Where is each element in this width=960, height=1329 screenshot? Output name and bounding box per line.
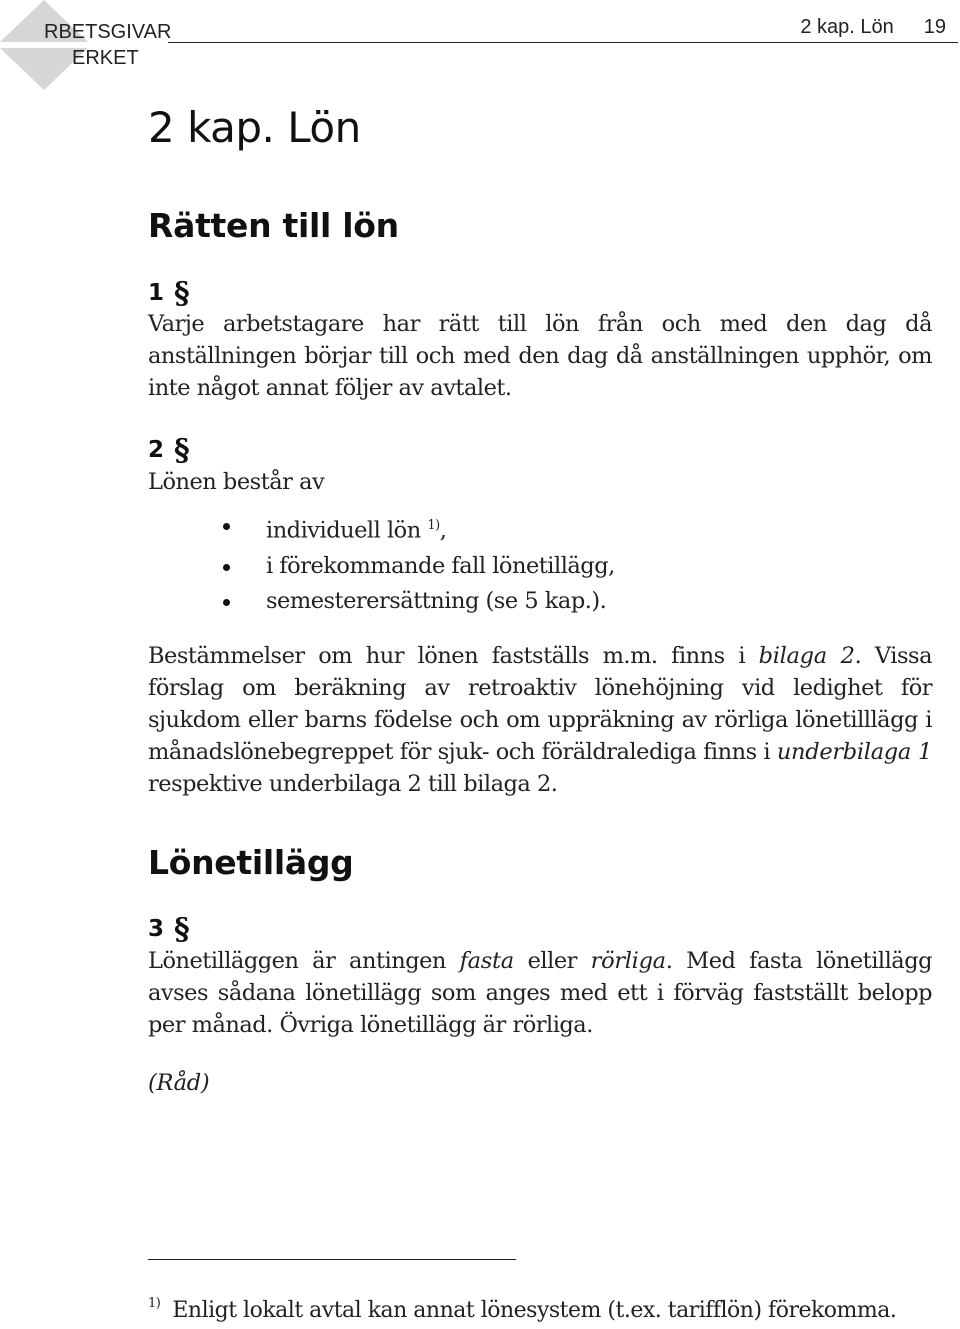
list-item: individuell lön $^{1)}$, — [148, 508, 615, 549]
arbetsgivarverket-logo — [0, 0, 180, 95]
logo-text-line2: ERKET — [72, 47, 139, 69]
paragraph-number: 1 — [148, 280, 165, 306]
reference-bilaga-2: bilaga 2 — [758, 643, 855, 669]
running-head-chapter: 2 kap. Lön — [800, 16, 894, 38]
footnote-marker: 1) — [148, 1296, 161, 1311]
page-number: 19 — [923, 16, 946, 38]
salary-components-list — [148, 508, 615, 619]
running-head — [800, 16, 946, 39]
list-item: semesterersättning (se 5 kap.). — [148, 584, 615, 619]
logo-text-line1: RBETSGIVAR — [44, 21, 172, 43]
section-sign: § — [174, 433, 190, 468]
footnote-ref: 1) — [427, 518, 440, 533]
term-fasta: fasta — [459, 948, 514, 974]
paragraph-3-text: Lönetilläggen är antingen fasta eller rörliga. Med fasta lönetillägg avses sådana lönetillägg som anges med ett i förväg fastställt belopp per månad. Övriga lönetillägg är rörliga. — [148, 948, 933, 1038]
paragraph-marker-1 — [148, 276, 190, 311]
chapter-title: 2 kap. Lön — [148, 103, 361, 152]
section-heading-ratten-till-lon: Rätten till lön — [148, 206, 399, 245]
term-rorliga: rörliga — [590, 948, 666, 974]
paragraph-marker-3 — [148, 912, 190, 947]
footnote — [148, 1296, 896, 1323]
paragraph-number: 2 — [148, 437, 165, 463]
list-item: i förekommande fall lönetillägg, — [148, 549, 615, 584]
advice-label: (Råd) — [148, 1070, 210, 1096]
header-rule — [168, 42, 958, 43]
reference-underbilaga-1: underbilaga 1 — [776, 739, 932, 765]
paragraph-1-text: Varje arbetstagare har rätt till lön från och med den dag då anställningen börjar till och med den dag då anställningen upphör, om inte något annat följer av avtalet. — [148, 311, 932, 401]
paragraph-number: 3 — [148, 916, 165, 942]
footnote-text: Enligt lokalt avtal kan annat lönesystem (t.ex. tarifflön) förekomma. — [172, 1298, 897, 1323]
paragraph-2-text: Bestämmelser om hur lönen fastställs m.m. finns i bilaga 2. Vissa förslag om beräkning av retroaktiv lönehöjning vid ledighet för sjukdom eller barns födelse och om uppräkning av rörliga lönetilllägg i månadslönebegreppet för sjuk- och föräldralediga finns i underbilaga 1 respektive underbilaga 2 till bilaga 2. — [148, 643, 932, 797]
section-heading-lonetillagg: Lönetillägg — [148, 843, 354, 882]
section-sign: § — [174, 276, 190, 311]
footnote-rule — [148, 1259, 516, 1260]
section-sign: § — [174, 912, 190, 947]
paragraph-2-intro: Lönen består av — [148, 469, 325, 495]
paragraph-marker-2 — [148, 433, 190, 468]
